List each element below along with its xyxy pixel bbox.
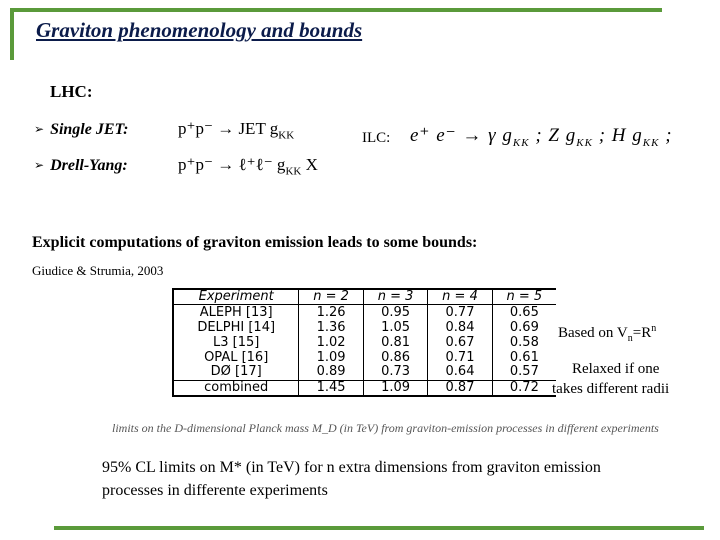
- table-cell: 1.36: [299, 320, 363, 335]
- note-based-on: Based on $V_n=R^n$: [558, 323, 657, 344]
- ilc-formula: e⁺ e⁻ → γ $g_{KK}$ ; Z $g_{KK}$ ; H $g_{KK}$ ;: [410, 125, 673, 149]
- table-cell: 0.87: [428, 380, 492, 396]
- table-cell: 0.57: [492, 365, 556, 380]
- table-row: [173, 305, 556, 321]
- header-n2: n = 2: [299, 289, 363, 305]
- table-cell: 1.26: [299, 305, 363, 321]
- table-cell: DELPHI [14]: [173, 320, 299, 335]
- table-cell: 0.77: [428, 305, 492, 321]
- note-relaxed: Relaxed if one: [572, 361, 660, 377]
- table-cell: 0.84: [428, 320, 492, 335]
- frame-top-rule: [10, 8, 662, 12]
- figure-caption: 95% CL limits on M* (in TeV) for n extra dimensions from graviton emission processes in differente experiments: [102, 459, 601, 499]
- process-formula-drell-yang: p⁺p⁻ → ℓ⁺ℓ⁻ $g_{KK}$ X: [178, 155, 318, 178]
- table-cell: 0.89: [299, 365, 363, 380]
- table-cell: 1.09: [363, 380, 427, 396]
- limits-table: [172, 288, 556, 408]
- table-cell: 1.09: [299, 350, 363, 365]
- table-cell: OPAL [16]: [173, 350, 299, 365]
- process-drell-yang: [34, 157, 128, 175]
- table-cell: 0.69: [492, 320, 556, 335]
- table-cell: 0.72: [492, 380, 556, 396]
- table-cell: 0.73: [363, 365, 427, 380]
- table-cell: 1.05: [363, 320, 427, 335]
- arrow-bullet-icon: ➢: [34, 158, 45, 172]
- table-row: [173, 320, 556, 335]
- table-row: [173, 350, 556, 365]
- table-cell: combined: [173, 380, 299, 396]
- table-row-combined: [173, 380, 556, 396]
- table-cell: 0.95: [363, 305, 427, 321]
- note-relaxed-radii: takes different radii: [552, 381, 670, 397]
- table-cell: 0.71: [428, 350, 492, 365]
- table-cell: 0.61: [492, 350, 556, 365]
- table-cell: 0.64: [428, 365, 492, 380]
- frame-bottom-rule: [54, 526, 704, 530]
- table-cell: 0.86: [363, 350, 427, 365]
- slide-title: Graviton phenomenology and bounds: [36, 18, 363, 42]
- frame-left-rule: [10, 8, 14, 60]
- table-cell: 0.65: [492, 305, 556, 321]
- citation: Giudice & Strumia, 2003: [32, 263, 164, 278]
- table-cell: ALEPH [13]: [173, 305, 299, 321]
- table-cell: 0.58: [492, 335, 556, 350]
- table-row: [173, 365, 556, 380]
- header-n5: n = 5: [492, 289, 556, 305]
- lhc-heading: LHC:: [50, 82, 93, 101]
- header-n3: n = 3: [363, 289, 427, 305]
- process-label: Single JET:: [50, 121, 129, 138]
- table-cell: 0.67: [428, 335, 492, 350]
- explicit-computations-text: Explicit computations of graviton emission leads to some bounds:: [32, 234, 478, 251]
- process-label: Drell-Yang:: [50, 157, 128, 174]
- process-formula-single-jet: p⁺p⁻ → JET $g_{KK}$: [178, 119, 295, 142]
- table-header-row: [173, 289, 556, 305]
- table-cell: DØ [17]: [173, 365, 299, 380]
- table-cell: 1.45: [299, 380, 363, 396]
- header-experiment: Experiment: [173, 289, 299, 305]
- table-cell: L3 [15]: [173, 335, 299, 350]
- table-image-caption-fragment: limits on the D-dimensional Planck mass M_D (in TeV) from graviton-emission processes in different experiments: [112, 421, 659, 435]
- table-cell: 0.81: [363, 335, 427, 350]
- table-row: [173, 335, 556, 350]
- header-n4: n = 4: [428, 289, 492, 305]
- ilc-label: ILC:: [362, 130, 391, 146]
- table-cell: 1.02: [299, 335, 363, 350]
- process-single-jet: [34, 121, 128, 139]
- arrow-bullet-icon: ➢: [34, 122, 45, 136]
